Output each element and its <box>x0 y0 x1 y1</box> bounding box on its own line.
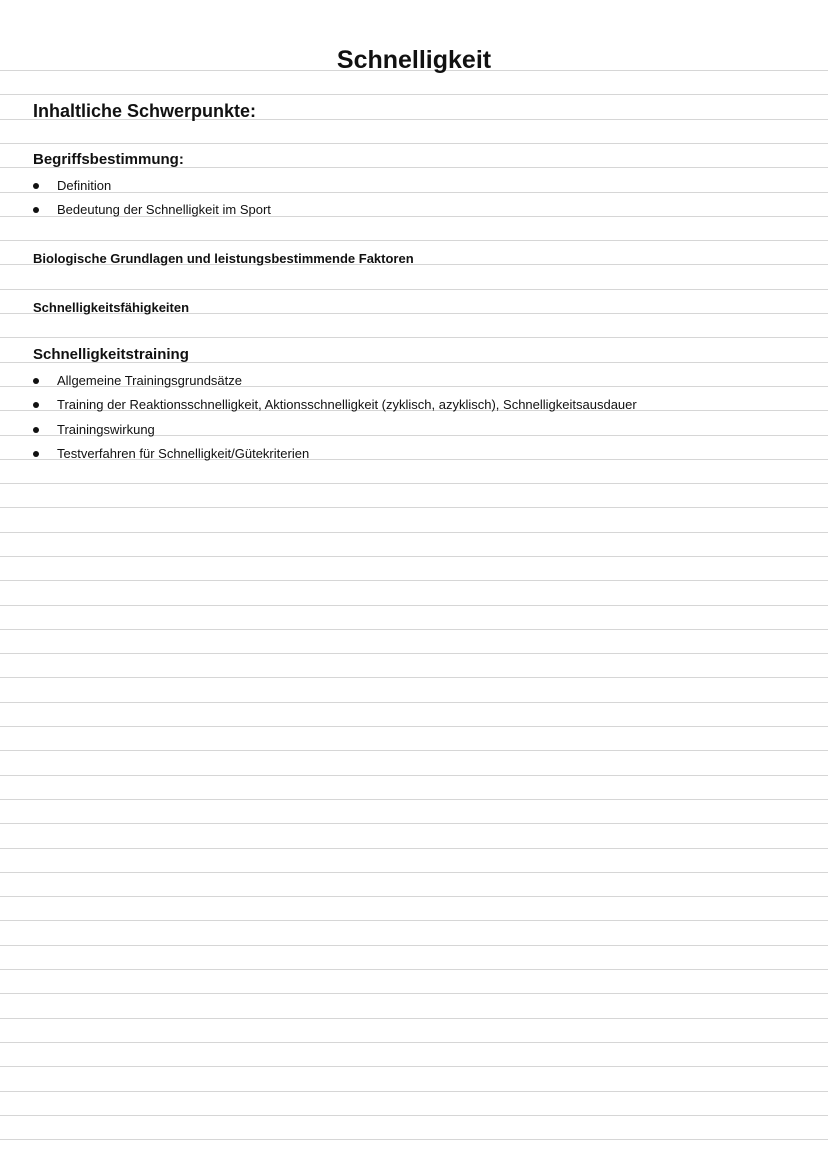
bullet-icon <box>33 427 39 433</box>
bullet-icon <box>33 183 39 189</box>
bullet-icon <box>33 451 39 457</box>
list-item <box>33 178 271 202</box>
bullet-icon <box>33 402 39 408</box>
section-title-biologie: Biologische Grundlagen und leistungsbestimmende Faktoren <box>33 251 414 266</box>
ruled-line <box>0 580 828 581</box>
list-item-text: Allgemeine Trainingsgrundsätze <box>57 373 242 388</box>
list-item <box>33 422 637 446</box>
ruled-line <box>0 1091 828 1092</box>
section-title-faehigkeiten: Schnelligkeitsfähigkeiten <box>33 300 190 315</box>
list-item-text: Trainingswirkung <box>57 421 155 437</box>
ruled-line <box>0 507 828 508</box>
bullet-icon <box>33 378 39 384</box>
ruled-line <box>0 799 828 800</box>
ruled-line <box>0 1042 828 1043</box>
ruled-line <box>0 94 828 95</box>
list-item <box>33 373 637 397</box>
ruled-line <box>0 823 828 824</box>
ruled-line <box>0 848 828 849</box>
bullet-icon <box>33 207 39 213</box>
ruled-line <box>0 629 828 630</box>
section-title-begriff: Begriffsbestimmung: <box>33 151 184 168</box>
ruled-line <box>0 337 828 338</box>
ruled-line <box>0 556 828 557</box>
ruled-line <box>0 143 828 144</box>
ruled-line <box>0 969 828 970</box>
ruled-line <box>0 240 828 241</box>
page-title: Schnelligkeit <box>336 46 492 74</box>
list-item <box>33 202 271 226</box>
bullet-list-training <box>33 373 637 470</box>
list-item-text: Definition <box>57 178 112 193</box>
ruled-line <box>0 1018 828 1019</box>
ruled-line <box>0 1115 828 1116</box>
list-item-text: Bedeutung der Schnelligkeit im Sport <box>57 202 271 218</box>
ruled-line <box>0 532 828 533</box>
ruled-line <box>0 750 828 751</box>
ruled-line <box>0 726 828 727</box>
bullet-list-begriff <box>33 178 271 227</box>
list-item-text: Training der Reaktionsschnelligkeit, Aktionsschnelligkeit (zyklisch, azyklisch), Schnelligkeitsausdauer <box>57 397 637 413</box>
ruled-line <box>0 483 828 484</box>
ruled-line <box>0 872 828 873</box>
list-item <box>33 446 637 470</box>
ruled-line <box>0 1066 828 1067</box>
list-item <box>33 397 637 421</box>
ruled-line <box>0 702 828 703</box>
ruled-line <box>0 775 828 776</box>
list-item-text: Testverfahren für Schnelligkeit/Gütekriterien <box>57 445 310 461</box>
ruled-line <box>0 993 828 994</box>
ruled-line <box>0 945 828 946</box>
ruled-line <box>0 1139 828 1140</box>
section-title-training: Schnelligkeitstraining <box>33 346 189 363</box>
main-heading: Inhaltliche Schwerpunkte: <box>33 101 257 121</box>
ruled-line <box>0 920 828 921</box>
ruled-line <box>0 677 828 678</box>
ruled-line <box>0 289 828 290</box>
ruled-line <box>0 653 828 654</box>
ruled-line <box>0 896 828 897</box>
ruled-line <box>0 605 828 606</box>
